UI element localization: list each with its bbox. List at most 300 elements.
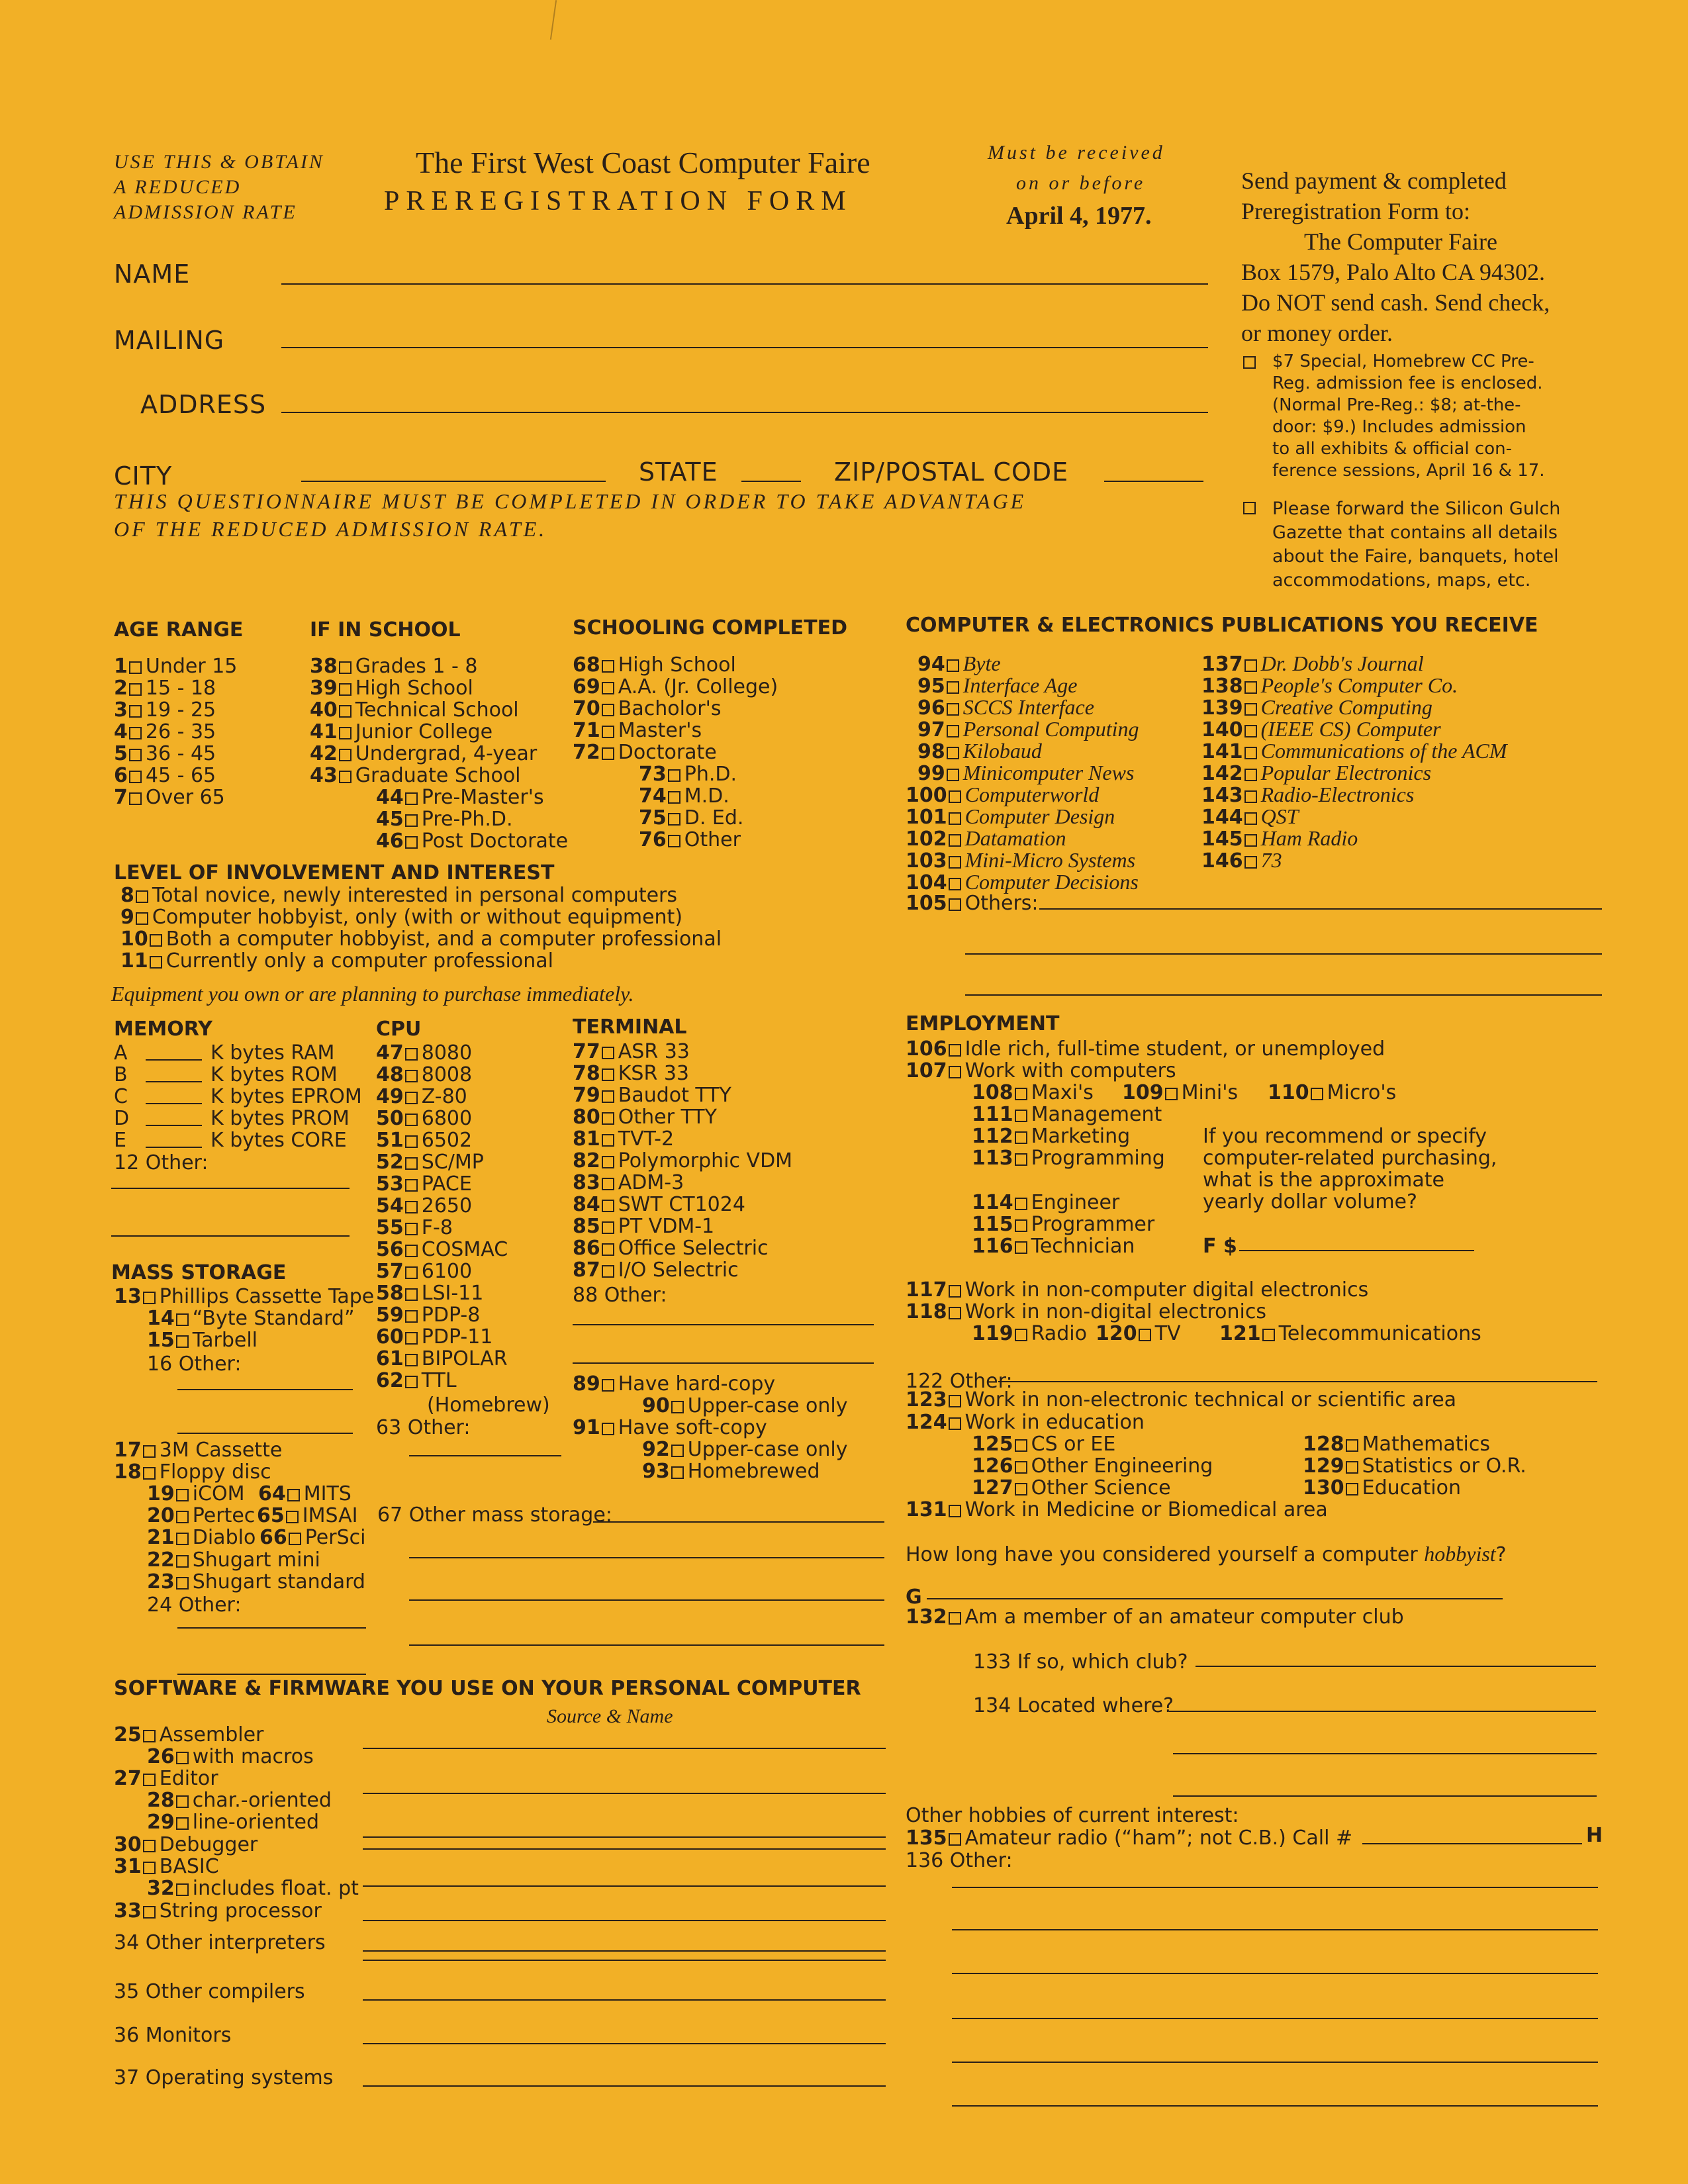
club-where-field[interactable] (1173, 1795, 1597, 1797)
cpu-item[interactable] (376, 1260, 472, 1283)
school-item[interactable] (310, 721, 492, 743)
checkbox[interactable] (1015, 1219, 1027, 1232)
checkbox[interactable] (1244, 747, 1257, 759)
terminal-item[interactable] (573, 1215, 714, 1238)
checkbox[interactable] (405, 1288, 418, 1301)
purchasing-dollar-field[interactable] (1239, 1250, 1474, 1251)
education-item[interactable] (972, 1433, 1115, 1456)
publication-item[interactable] (1201, 761, 1431, 785)
software-source-line[interactable] (363, 1920, 886, 1921)
age-item[interactable] (114, 721, 216, 743)
publication-item[interactable] (906, 892, 1039, 915)
publication-item[interactable] (1201, 805, 1299, 829)
checkbox[interactable] (143, 1445, 156, 1458)
publication-item[interactable] (1201, 674, 1458, 698)
publication-item[interactable] (906, 827, 1066, 851)
checkbox[interactable] (143, 1730, 156, 1742)
club-which-field[interactable] (1196, 1666, 1596, 1667)
floppy-item[interactable] (259, 1527, 365, 1549)
cpu-item[interactable] (376, 1326, 492, 1349)
checkbox[interactable] (947, 725, 959, 737)
checkbox[interactable] (949, 856, 961, 869)
checkbox[interactable] (176, 1511, 189, 1523)
memory-amount-field[interactable] (146, 1125, 202, 1126)
checkbox[interactable] (405, 792, 418, 805)
employment-other-line[interactable] (998, 1381, 1597, 1382)
checkbox[interactable] (405, 814, 418, 827)
terminal-item[interactable] (573, 1150, 792, 1172)
checkbox[interactable] (668, 835, 680, 847)
software-item[interactable] (147, 1811, 319, 1834)
checkbox[interactable] (176, 1555, 189, 1568)
terminal-item[interactable] (573, 1172, 684, 1194)
checkbox[interactable] (176, 1577, 189, 1590)
terminal-item[interactable] (573, 1041, 690, 1063)
prereg-fee-checkbox[interactable] (1243, 356, 1256, 369)
checkbox[interactable] (1244, 812, 1257, 825)
mass-item[interactable] (147, 1307, 354, 1330)
schooling-item[interactable] (639, 829, 741, 851)
publication-item[interactable] (917, 696, 1094, 720)
involvement-item[interactable] (120, 884, 677, 907)
hardcopy-item[interactable] (573, 1373, 775, 1396)
checkbox[interactable] (949, 834, 961, 847)
checkbox[interactable] (671, 1466, 684, 1479)
checkbox[interactable] (1244, 681, 1257, 694)
employment-item[interactable] (906, 1411, 1145, 1434)
checkbox[interactable] (176, 1533, 189, 1545)
employment-item[interactable] (906, 1060, 1176, 1082)
checkbox[interactable] (949, 1066, 961, 1078)
employment-item[interactable] (972, 1323, 1087, 1345)
cpu-item[interactable] (376, 1151, 484, 1174)
publication-item[interactable] (1201, 849, 1282, 873)
cpu-item[interactable] (376, 1108, 472, 1130)
checkbox[interactable] (1139, 1329, 1151, 1341)
checkbox[interactable] (602, 1068, 614, 1081)
software-item[interactable] (114, 1900, 322, 1923)
publication-item[interactable] (1201, 696, 1432, 720)
terminal-item[interactable] (573, 1128, 674, 1151)
mass-item[interactable] (114, 1286, 374, 1308)
checkbox[interactable] (1015, 1439, 1027, 1452)
checkbox[interactable] (405, 1114, 418, 1126)
age-item[interactable] (114, 765, 216, 787)
checkbox[interactable] (602, 1134, 614, 1147)
school-item[interactable] (376, 830, 568, 853)
checkbox[interactable] (287, 1489, 300, 1501)
checkbox[interactable] (1262, 1329, 1275, 1341)
hobby-other-line[interactable] (952, 1887, 1598, 1888)
checkbox[interactable] (176, 1335, 189, 1348)
school-item[interactable] (376, 786, 544, 809)
employment-item[interactable] (972, 1192, 1119, 1214)
checkbox[interactable] (668, 791, 680, 804)
checkbox[interactable] (949, 1833, 961, 1846)
checkbox[interactable] (949, 898, 961, 911)
checkbox[interactable] (949, 790, 961, 803)
checkbox[interactable] (949, 1285, 961, 1298)
checkbox[interactable] (602, 1243, 614, 1256)
mass-item[interactable] (147, 1549, 320, 1572)
schooling-item[interactable] (573, 676, 778, 698)
checkbox[interactable] (602, 747, 614, 760)
checkbox[interactable] (947, 659, 959, 672)
checkbox[interactable] (150, 934, 162, 947)
checkbox[interactable] (405, 1310, 418, 1323)
checkbox[interactable] (1015, 1483, 1027, 1496)
floppy-item[interactable] (258, 1483, 352, 1505)
checkbox[interactable] (176, 1883, 189, 1896)
checkbox[interactable] (671, 1445, 684, 1457)
cpu-other-line[interactable] (409, 1455, 561, 1456)
checkbox[interactable] (143, 1467, 156, 1480)
checkbox[interactable] (129, 771, 142, 783)
age-item[interactable] (114, 743, 216, 765)
checkbox[interactable] (602, 1423, 614, 1435)
employment-item[interactable] (906, 1038, 1385, 1061)
education-item[interactable] (972, 1455, 1213, 1478)
cpu-item[interactable] (376, 1195, 472, 1217)
publication-item[interactable] (917, 718, 1139, 741)
checkbox[interactable] (949, 1044, 961, 1057)
terminal-item[interactable] (573, 1194, 745, 1216)
involvement-item[interactable] (120, 928, 722, 951)
floppy-item[interactable] (257, 1505, 357, 1527)
checkbox[interactable] (405, 1179, 418, 1192)
checkbox[interactable] (339, 705, 352, 718)
checkbox[interactable] (143, 1906, 156, 1919)
checkbox[interactable] (949, 812, 961, 825)
schooling-item[interactable] (639, 785, 729, 808)
publication-item[interactable] (917, 761, 1134, 785)
mass-item[interactable] (147, 1329, 258, 1352)
checkbox[interactable] (602, 1379, 614, 1392)
checkbox[interactable] (947, 703, 959, 716)
checkbox[interactable] (668, 813, 680, 826)
checkbox[interactable] (339, 771, 352, 783)
publication-others-line[interactable] (965, 994, 1602, 996)
memory-other-line[interactable] (111, 1188, 350, 1189)
checkbox[interactable] (949, 1417, 961, 1430)
cpu-item[interactable] (376, 1129, 472, 1152)
checkbox[interactable] (1015, 1461, 1027, 1474)
hobby-other-line[interactable] (952, 2105, 1598, 2107)
checkbox[interactable] (1244, 659, 1257, 672)
software-other-line[interactable] (363, 1999, 886, 2001)
checkbox[interactable] (1346, 1461, 1358, 1474)
publication-others-line[interactable] (965, 953, 1602, 955)
checkbox[interactable] (405, 1376, 418, 1388)
club-where-field[interactable] (1169, 1711, 1596, 1712)
publication-item[interactable] (1201, 739, 1507, 763)
employment-item[interactable] (1268, 1082, 1396, 1104)
employment-item[interactable] (1096, 1323, 1180, 1345)
checkbox[interactable] (405, 1048, 418, 1061)
cpu-item[interactable] (376, 1217, 453, 1239)
checkbox[interactable] (602, 1221, 614, 1234)
checkbox[interactable] (136, 890, 148, 903)
employment-item[interactable] (972, 1235, 1135, 1258)
checkbox[interactable] (405, 1092, 418, 1104)
checkbox[interactable] (339, 661, 352, 674)
publication-item[interactable] (917, 739, 1042, 763)
checkbox[interactable] (1165, 1088, 1178, 1100)
checkbox[interactable] (176, 1313, 189, 1326)
age-item[interactable] (114, 655, 237, 678)
checkbox[interactable] (176, 1795, 189, 1808)
checkbox[interactable] (129, 683, 142, 696)
checkbox[interactable] (602, 1047, 614, 1059)
checkbox[interactable] (129, 727, 142, 739)
software-item[interactable] (147, 1789, 332, 1812)
checkbox[interactable] (949, 1612, 961, 1625)
checkbox[interactable] (129, 705, 142, 718)
software-other-line[interactable] (363, 2043, 886, 2044)
school-item[interactable] (310, 743, 537, 765)
checkbox[interactable] (150, 956, 162, 969)
terminal-item[interactable] (573, 1063, 689, 1085)
checkbox[interactable] (1015, 1110, 1027, 1122)
terminal-item[interactable] (573, 1237, 769, 1260)
involvement-item[interactable] (120, 906, 682, 929)
cpu-item[interactable] (376, 1370, 457, 1392)
memory-amount-field[interactable] (146, 1059, 202, 1061)
publication-item[interactable] (906, 871, 1139, 894)
schooling-item[interactable] (639, 807, 743, 830)
involvement-item[interactable] (120, 950, 553, 973)
cpu-item[interactable] (376, 1282, 483, 1305)
hardcopy-item[interactable] (642, 1460, 820, 1483)
checkbox[interactable] (1346, 1439, 1358, 1452)
software-item[interactable] (114, 1724, 263, 1746)
publication-item[interactable] (917, 674, 1077, 698)
checkbox[interactable] (143, 1292, 156, 1304)
hobby-other-line[interactable] (952, 1929, 1598, 1930)
publication-others-line[interactable] (1039, 908, 1602, 910)
checkbox[interactable] (129, 661, 142, 674)
mass-other-line[interactable] (177, 1433, 353, 1434)
checkbox[interactable] (339, 683, 352, 696)
checkbox[interactable] (1244, 834, 1257, 847)
terminal-item[interactable] (573, 1259, 739, 1282)
schooling-item[interactable] (573, 654, 736, 677)
employment-item[interactable] (906, 1389, 1456, 1411)
publication-item[interactable] (1201, 827, 1358, 851)
zip-field[interactable] (1104, 481, 1203, 482)
cpu-item[interactable] (376, 1348, 508, 1370)
age-item[interactable] (114, 786, 225, 809)
software-source-line[interactable] (363, 1793, 886, 1794)
checkbox[interactable] (405, 1070, 418, 1082)
checkbox[interactable] (405, 1201, 418, 1213)
city-field[interactable] (301, 481, 606, 482)
employment-item[interactable] (1219, 1323, 1481, 1345)
checkbox[interactable] (602, 1156, 614, 1168)
school-item[interactable] (376, 808, 513, 831)
checkbox[interactable] (1311, 1088, 1323, 1100)
gazette-checkbox[interactable] (1243, 502, 1256, 514)
checkbox[interactable] (1015, 1088, 1027, 1100)
checkbox[interactable] (671, 1401, 684, 1413)
hobby-other-line[interactable] (952, 2062, 1598, 2063)
ham-call-field[interactable] (1362, 1843, 1582, 1844)
employment-item[interactable] (972, 1082, 1094, 1104)
mass-other-line[interactable] (177, 1389, 353, 1390)
mass-other-67-line[interactable] (409, 1599, 884, 1601)
checkbox[interactable] (176, 1817, 189, 1830)
checkbox[interactable] (289, 1533, 301, 1545)
school-item[interactable] (310, 765, 521, 787)
mass-item[interactable] (114, 1439, 282, 1462)
checkbox[interactable] (602, 682, 614, 694)
floppy-item[interactable] (147, 1527, 256, 1549)
checkbox[interactable] (405, 1266, 418, 1279)
publication-item[interactable] (906, 805, 1115, 829)
memory-amount-field[interactable] (146, 1147, 202, 1148)
checkbox[interactable] (1346, 1483, 1358, 1496)
software-source-line[interactable] (363, 1960, 886, 1961)
checkbox[interactable] (176, 1489, 189, 1501)
terminal-other-line[interactable] (573, 1362, 874, 1364)
checkbox[interactable] (1015, 1131, 1027, 1144)
software-item[interactable] (114, 1856, 219, 1878)
checkbox[interactable] (286, 1511, 299, 1523)
education-item[interactable] (1303, 1455, 1526, 1478)
mass-other-67-line[interactable] (409, 1644, 884, 1646)
age-item[interactable] (114, 677, 216, 700)
schooling-item[interactable] (573, 741, 717, 764)
software-other-line[interactable] (363, 1950, 886, 1952)
checkbox[interactable] (602, 1090, 614, 1103)
checkbox[interactable] (405, 1157, 418, 1170)
publication-item[interactable] (1201, 718, 1441, 741)
checkbox[interactable] (947, 747, 959, 759)
cpu-item[interactable] (376, 1086, 467, 1108)
hardcopy-item[interactable] (573, 1417, 767, 1439)
checkbox[interactable] (339, 727, 352, 739)
floppy-item[interactable] (147, 1505, 255, 1527)
employment-item[interactable] (1122, 1082, 1238, 1104)
mass-other-24-line[interactable] (177, 1674, 366, 1675)
software-item[interactable] (147, 1877, 359, 1900)
checkbox[interactable] (405, 1245, 418, 1257)
publication-item[interactable] (917, 652, 1001, 676)
hardcopy-item[interactable] (642, 1439, 847, 1461)
checkbox[interactable] (405, 836, 418, 849)
mass-other-24-line[interactable] (177, 1627, 366, 1629)
checkbox[interactable] (143, 1774, 156, 1786)
ham-radio-item[interactable] (906, 1827, 1352, 1850)
schooling-item[interactable] (639, 763, 737, 786)
education-item[interactable] (972, 1477, 1171, 1499)
employment-item[interactable] (906, 1301, 1266, 1323)
checkbox[interactable] (949, 1505, 961, 1517)
hardcopy-item[interactable] (642, 1395, 847, 1417)
checkbox[interactable] (339, 749, 352, 761)
employment-item[interactable] (972, 1147, 1165, 1170)
software-item[interactable] (114, 1834, 258, 1856)
checkbox[interactable] (405, 1332, 418, 1345)
mass-item[interactable] (147, 1571, 365, 1593)
software-source-line[interactable] (363, 1848, 886, 1850)
software-other-line[interactable] (363, 2085, 886, 2087)
checkbox[interactable] (602, 1112, 614, 1125)
memory-other-line[interactable] (111, 1235, 350, 1237)
cpu-item[interactable] (376, 1042, 472, 1065)
software-item[interactable] (114, 1768, 218, 1790)
mass-other-67-line[interactable] (409, 1557, 884, 1558)
age-item[interactable] (114, 699, 216, 722)
checkbox[interactable] (602, 1200, 614, 1212)
checkbox[interactable] (602, 660, 614, 673)
checkbox[interactable] (129, 792, 142, 805)
checkbox[interactable] (602, 1178, 614, 1190)
education-item[interactable] (1303, 1433, 1490, 1456)
checkbox[interactable] (405, 1135, 418, 1148)
state-field[interactable] (741, 481, 801, 482)
checkbox[interactable] (405, 1354, 418, 1366)
publication-item[interactable] (906, 849, 1135, 873)
checkbox[interactable] (1015, 1153, 1027, 1166)
software-item[interactable] (147, 1746, 314, 1768)
cpu-item[interactable] (376, 1304, 480, 1327)
mass-item[interactable] (114, 1461, 271, 1484)
checkbox[interactable] (668, 769, 680, 782)
terminal-other-line[interactable] (573, 1324, 874, 1325)
checkbox[interactable] (143, 1840, 156, 1852)
name-field[interactable] (281, 283, 1208, 285)
checkbox[interactable] (947, 681, 959, 694)
checkbox[interactable] (1244, 856, 1257, 869)
checkbox[interactable] (129, 749, 142, 761)
employment-item[interactable] (906, 1499, 1328, 1521)
checkbox[interactable] (136, 912, 148, 925)
mass-other-67-line[interactable] (593, 1521, 884, 1523)
cpu-item[interactable] (376, 1239, 508, 1261)
checkbox[interactable] (949, 1307, 961, 1319)
checkbox[interactable] (1244, 769, 1257, 781)
employment-item[interactable] (906, 1279, 1368, 1302)
checkbox[interactable] (602, 726, 614, 738)
memory-amount-field[interactable] (146, 1081, 202, 1082)
education-item[interactable] (1303, 1477, 1461, 1499)
software-source-line[interactable] (363, 1748, 886, 1749)
checkbox[interactable] (602, 704, 614, 716)
memory-amount-field[interactable] (146, 1103, 202, 1104)
schooling-item[interactable] (573, 720, 702, 742)
checkbox[interactable] (1015, 1198, 1027, 1210)
publication-item[interactable] (1201, 652, 1424, 676)
club-where-field[interactable] (1173, 1753, 1597, 1754)
club-item[interactable] (906, 1606, 1404, 1629)
address-field[interactable] (281, 412, 1208, 413)
software-source-line[interactable] (363, 1836, 886, 1838)
checkbox[interactable] (176, 1752, 189, 1764)
publication-item[interactable] (1201, 783, 1414, 807)
checkbox[interactable] (947, 769, 959, 781)
employment-item[interactable] (972, 1213, 1154, 1236)
software-source-line[interactable] (363, 1885, 886, 1887)
checkbox[interactable] (949, 878, 961, 890)
cpu-item[interactable] (376, 1064, 472, 1086)
publication-item[interactable] (906, 783, 1099, 807)
terminal-item[interactable] (573, 1084, 731, 1107)
terminal-item[interactable] (573, 1106, 717, 1129)
hobbyist-years-field[interactable] (927, 1598, 1503, 1599)
schooling-item[interactable] (573, 698, 721, 720)
employment-item[interactable] (972, 1125, 1130, 1148)
